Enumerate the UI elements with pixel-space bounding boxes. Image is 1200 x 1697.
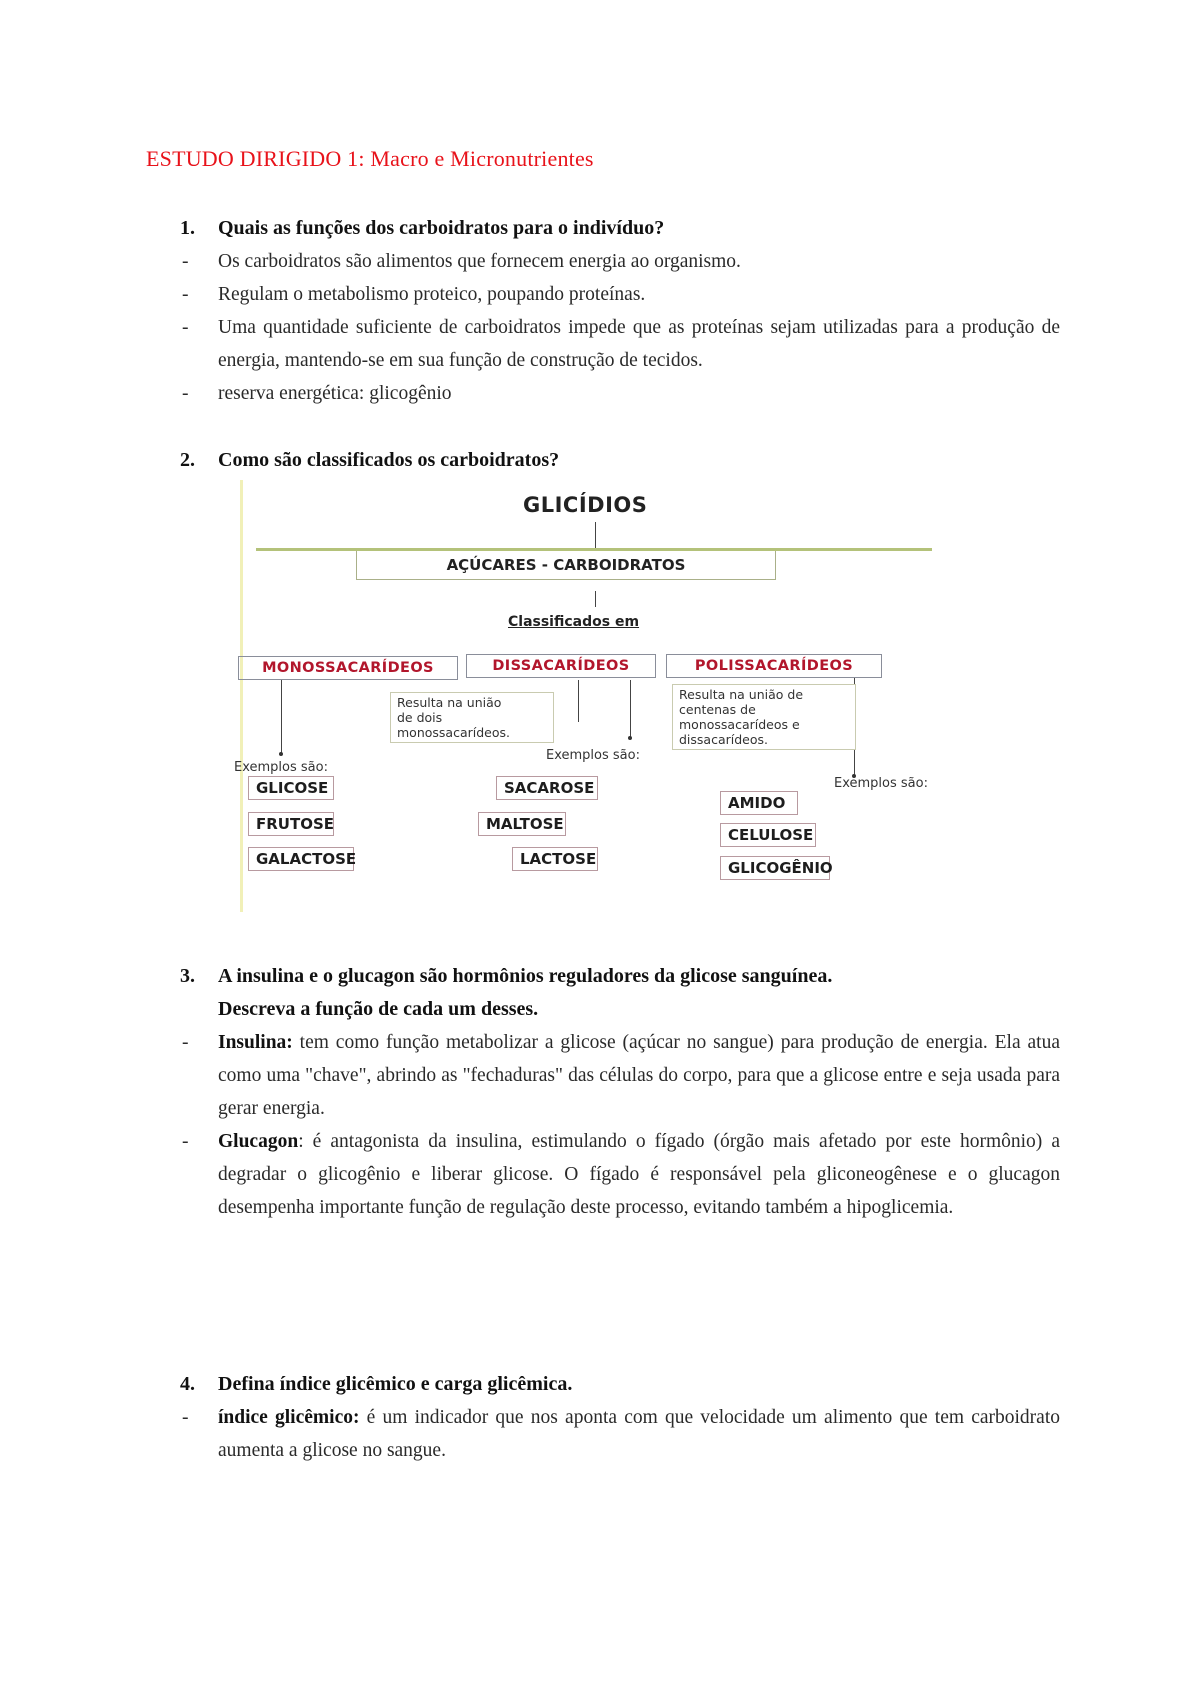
bullet-text: tem como função metabolizar a glicose (açúcar no sangue) para produção de energia. Ela atua como uma "chave", abrindo as "fechaduras" das células do corpo, para que a glicose entre e seja usada para gerar energia. <box>218 1032 1060 1119</box>
examples-label: Exemplos são: <box>546 748 640 763</box>
note-line: dissacarídeos. <box>679 732 768 747</box>
list-item <box>180 311 1060 377</box>
example-box: GALACTOSE <box>248 847 354 871</box>
main-box: AÇÚCARES - CARBOIDRATOS <box>356 551 776 580</box>
question-2 <box>180 444 559 477</box>
list-item <box>180 377 1060 410</box>
connector-line <box>595 522 596 548</box>
bullet-term: Glucagon <box>218 1131 299 1152</box>
examples-label: Exemplos são: <box>234 760 328 775</box>
question-text: Quais as funções dos carboidratos para o indivíduo? <box>218 217 665 239</box>
dash-bullet: - <box>182 251 189 272</box>
list-item <box>180 1026 1060 1125</box>
page-title: ESTUDO DIRIGIDO 1: Macro e Micronutrientes <box>146 146 594 171</box>
note-line: Resulta na união de <box>679 687 804 702</box>
list-item <box>180 1125 1060 1224</box>
dash-bullet: - <box>182 284 189 305</box>
example-box: SACAROSE <box>496 776 598 800</box>
question-3 <box>180 960 1060 1026</box>
question-1 <box>180 212 664 245</box>
note-line: Resulta na união <box>397 695 502 710</box>
example-box: MALTOSE <box>478 812 566 836</box>
examples-label: Exemplos são: <box>834 776 928 791</box>
note-polissacarideos <box>672 684 856 750</box>
question-number: 4. <box>180 1373 195 1395</box>
bullet-term: índice glicêmico: <box>218 1407 360 1428</box>
question-text: Defina índice glicêmico e carga glicêmica. <box>218 1373 573 1395</box>
category-polissacarideos: POLISSACARÍDEOS <box>666 654 882 678</box>
dash-bullet: - <box>182 1131 189 1152</box>
example-box: GLICOGÊNIO <box>720 856 830 880</box>
note-line: monossacarídeos. <box>397 725 510 740</box>
list-item <box>180 278 1060 311</box>
answer-list-3 <box>180 1026 1060 1224</box>
question-text: Como são classificados os carboidratos? <box>218 449 560 471</box>
bullet-text: Regulam o metabolismo proteico, poupando proteínas. <box>218 284 646 305</box>
example-box: CELULOSE <box>720 823 816 847</box>
example-box: FRUTOSE <box>248 812 334 836</box>
note-line: monossacarídeos e <box>679 717 800 732</box>
arrow-line <box>630 680 631 738</box>
category-monossacarideos: MONOSSACARÍDEOS <box>238 656 458 680</box>
list-item <box>180 245 1060 278</box>
example-box: AMIDO <box>720 791 798 815</box>
dash-bullet: - <box>182 1407 189 1428</box>
question-4 <box>180 1368 572 1401</box>
diagram-title: GLICÍDIOS <box>523 493 648 517</box>
note-line: centenas de <box>679 702 756 717</box>
list-item <box>180 1401 1060 1467</box>
bullet-text: reserva energética: glicogênio <box>218 383 452 404</box>
connector-line <box>595 591 596 607</box>
note-dissacarideos <box>390 692 554 743</box>
note-line: de dois <box>397 710 443 725</box>
bullet-text: : é antagonista da insulina, estimulando o fígado (órgão mais afetado por este hormônio) a degradar o glicogênio e liberar glicose. O fígado é responsável pela gliconeogênese e o glucagon desempenha importante função de regulação deste processo, evitando também a hipoglicemia. <box>218 1131 1060 1218</box>
question-number: 2. <box>180 449 195 471</box>
carbohydrate-classification-diagram <box>234 480 960 912</box>
arrow-line <box>578 680 579 722</box>
bullet-term: Insulina: <box>218 1032 293 1053</box>
bullet-text: Os carboidratos são alimentos que fornecem energia ao organismo. <box>218 251 741 272</box>
answer-list-4 <box>180 1401 1060 1467</box>
example-box: GLICOSE <box>248 776 334 800</box>
bullet-text: é um indicador que nos aponta com que velocidade um alimento que tem carboidrato aumenta a glicose no sangue. <box>218 1407 1060 1461</box>
classified-label: Classificados em <box>508 614 640 630</box>
question-text-line1: A insulina e o glucagon são hormônios reguladores da glicose sanguínea. <box>218 965 833 987</box>
dash-bullet: - <box>182 1032 189 1053</box>
dash-bullet: - <box>182 317 189 338</box>
arrow-head <box>628 736 632 740</box>
arrow-line <box>281 680 282 754</box>
diagram-border <box>240 480 243 912</box>
dash-bullet: - <box>182 383 189 404</box>
example-box: LACTOSE <box>512 847 598 871</box>
question-number: 3. <box>180 965 195 987</box>
question-number: 1. <box>180 217 195 239</box>
answer-list-1 <box>180 245 1060 410</box>
arrow-head <box>279 752 283 756</box>
category-dissacarideos: DISSACARÍDEOS <box>466 654 656 678</box>
bullet-text: Uma quantidade suficiente de carboidratos impede que as proteínas sejam utilizadas para a produção de energia, mantendo-se em sua função de construção de tecidos. <box>218 317 1060 371</box>
question-text-line2: Descreva a função de cada um desses. <box>218 998 539 1020</box>
